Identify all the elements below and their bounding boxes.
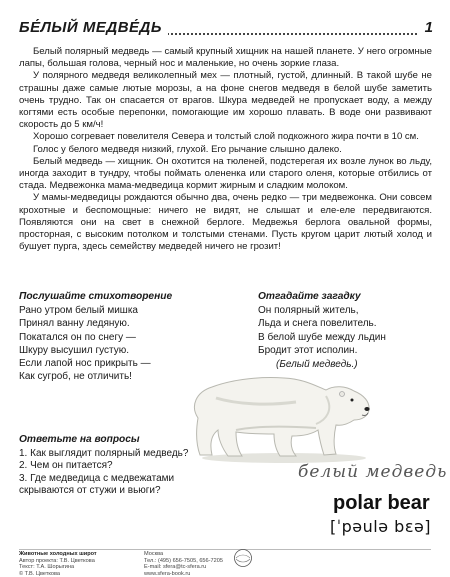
page-title: БЕ́ЛЫЙ МЕДВЕ́ДЬ (19, 19, 168, 36)
footer-line: Автор проекта: Т.В. Цветкова (19, 557, 95, 564)
footer-line: Текст: Т.А. Шорыгина (19, 564, 75, 571)
publisher-logo-icon (233, 549, 253, 567)
paragraph: У мамы-медведицы рождаются обычно два, очень редко — три медвежонка. Они совсем крохотные и беспомощные: ничего не видят, не слышат и еле-еле передвигаются. Появляются они на свет в снежной берлоге. Медвежья берлога овальной формы, просторная, с высоким потолком и толстыми стенами. Пусть кругом царит лютый холод и бушует пурга, здесь семейству медведей ничего не грозит! (19, 192, 432, 253)
vocab-transcription: [ˈpəulə bεə] (330, 517, 432, 536)
footer-line: E-mail: sfera@tc-sfera.ru (144, 564, 207, 571)
article-body (19, 46, 432, 253)
poem-line: Рано утром белый мишка (19, 305, 138, 317)
poem-line: Шкуру высушил густую. (19, 344, 129, 356)
question-item: 2. Чем он питается? (19, 460, 113, 471)
questions-title: Ответьте на вопросы (19, 434, 140, 445)
footer-line: Москва (144, 551, 164, 557)
page-number: 1 (419, 19, 433, 36)
questions-section (19, 434, 229, 498)
footer-divider (19, 549, 431, 550)
riddle-line: В белой шубе между льдин (258, 331, 386, 343)
riddle-line: Он полярный житель, (258, 305, 359, 317)
footer-line: Тел.: (495) 656-7505, 656-7205 (144, 557, 223, 564)
poem-line: Как сугроб, не отличить! (19, 371, 132, 383)
vocab-script-word: белый медведь (298, 462, 448, 482)
question-item: 1. Как выглядит полярный медведь? (19, 447, 189, 459)
paragraph: Белый полярный медведь — самый крупный хищник на нашей планете. У него огромные лапы, большая голова, черный нос и маленькие, но очень зоркие глаза. (19, 46, 432, 70)
question-item: скрываются от стужи и вьюги? (19, 485, 161, 496)
poem-line: Если лапой нос прикрыть — (19, 358, 151, 370)
footer-contacts (144, 551, 244, 577)
vocab-english-word: polar bear (333, 492, 430, 514)
poem-title: Послушайте стихотворение (19, 291, 173, 302)
footer-credits (19, 551, 134, 577)
paragraph: Белый медведь — хищник. Он охотится на тюленей, подстерегая их возле лунок во льду, иногда заходит в тундру, чтобы поймать олененка или старого оленя, которые отбились от стада. Медвежонка мама-медведица кормит жирным и сладким молоком. (19, 155, 432, 192)
page-header (19, 17, 433, 41)
paragraph: Хорошо согревает повелителя Севера и толстый слой подкожного жира почти в 10 см. (33, 131, 419, 143)
riddle-answer: (Белый медведь.) (276, 359, 358, 371)
footer-line: www.sfera-book.ru (144, 570, 191, 577)
poem-line: Покатался он по снегу — (19, 331, 136, 343)
poem-line: Принял ванну ледяную. (19, 318, 130, 330)
footer-line: © Т.В. Цветкова (19, 570, 61, 577)
riddle-line: Бродит этот исполин. (258, 344, 358, 356)
paragraph: У полярного медведя великолепный мех — плотный, густой, длинный. В такой шубе не страшны даже самые лютые морозы, а на фоне снегов медведя в белой шубе заметить очень трудно. Так он спасается от врагов. Шкура медведей не пропускает воду, а между когтями есть особые перепонки, помогающие им хорошо плавать. В воде они развивают скорость до 5 км/ч! (19, 70, 432, 131)
footer-series: Животные холодных широт (19, 551, 97, 557)
question-item: 3. Где медведица с медвежатами (19, 472, 175, 484)
paragraph: Голос у белого медведя низкий, глухой. Его рычание слышно далеко. (33, 143, 342, 155)
riddle-line: Льда и снега повелитель. (258, 318, 377, 330)
riddle-title: Отгадайте загадку (258, 291, 361, 302)
